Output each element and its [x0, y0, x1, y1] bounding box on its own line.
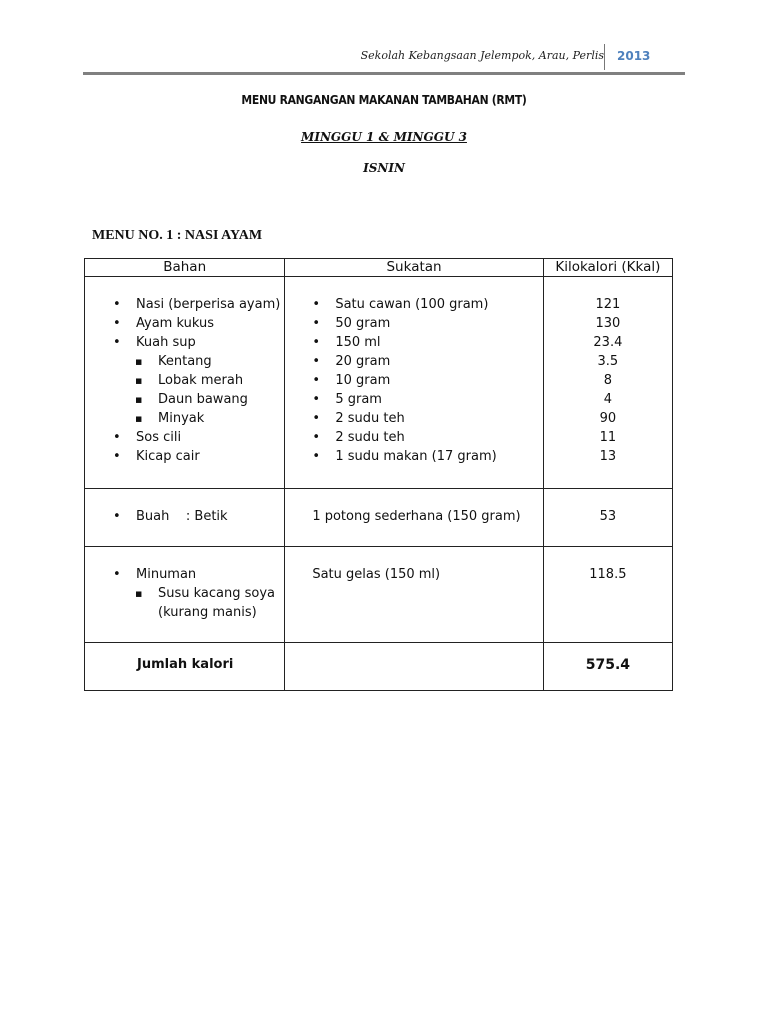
- buah-sukatan: 1 potong sederhana (150 gram): [312, 509, 521, 524]
- day-label: ISNIN: [363, 161, 405, 175]
- list-item: ▪ Minyak: [85, 409, 284, 428]
- minuman-sukatan-cell: [285, 547, 543, 643]
- list-item: • Sos cili: [85, 428, 284, 447]
- list-item: • 1 sudu makan (17 gram): [285, 447, 542, 466]
- list-item: • Kicap cair: [85, 447, 284, 466]
- table-row-buah: [85, 489, 673, 547]
- header-bahan: Bahan: [85, 259, 285, 277]
- list-item: • 5 gram: [285, 390, 542, 409]
- header-kkal: Kilokalori (Kkal): [543, 259, 672, 277]
- total-label: Jumlah kalori: [85, 643, 285, 691]
- buah-kkal-cell: [543, 489, 672, 547]
- kkal-value: 13: [599, 449, 617, 464]
- list-item: • 20 gram: [285, 352, 542, 371]
- list-item: • Satu cawan (100 gram): [285, 295, 542, 314]
- minuman-kkal-cell: [543, 547, 672, 643]
- list-item: • 2 sudu teh: [285, 428, 542, 447]
- main-sukatan-cell: [285, 277, 543, 489]
- list-item: • Minuman: [85, 565, 284, 584]
- list-item: ▪ Lobak merah: [85, 371, 284, 390]
- table-row-minuman: [85, 547, 673, 643]
- kkal-value: 130: [595, 316, 621, 331]
- list-item: ▪ Susu kacang soya: [85, 584, 284, 603]
- kkal-value: 121: [595, 297, 621, 312]
- header-rule: [83, 72, 685, 75]
- buah-bahan-cell: [85, 489, 285, 547]
- kkal-value: 11: [599, 430, 617, 445]
- list-item: • Buah : Betik: [85, 507, 284, 526]
- table-header-row: [85, 259, 673, 277]
- minuman-sukatan: Satu gelas (150 ml): [312, 567, 441, 582]
- list-item-continuation: (kurang manis): [158, 605, 257, 620]
- kkal-value: 3.5: [597, 354, 619, 369]
- kkal-value: 90: [599, 411, 617, 426]
- kkal-value: 8: [603, 373, 613, 388]
- buah-sukatan-cell: [285, 489, 543, 547]
- kkal-value: 118.5: [589, 567, 627, 582]
- main-kkal-cell: [543, 277, 672, 489]
- menu-label: MENU NO. 1 : NASI AYAM: [92, 228, 263, 243]
- table-row-total: [85, 643, 673, 691]
- main-bahan-cell: [85, 277, 285, 489]
- total-empty-cell: [285, 643, 543, 691]
- kkal-value: 23.4: [593, 335, 623, 350]
- table-row-main: [85, 277, 673, 489]
- kkal-value: 53: [599, 509, 617, 524]
- list-item: • Ayam kukus: [85, 314, 284, 333]
- header-year: 2013: [617, 49, 651, 63]
- list-item: • Nasi (berperisa ayam): [85, 295, 284, 314]
- menu-table: [84, 258, 673, 691]
- total-value: 575.4: [543, 643, 672, 691]
- header-sukatan: Sukatan: [285, 259, 543, 277]
- kkal-value: 4: [603, 392, 613, 407]
- page-title: MENU RANGANGAN MAKANAN TAMBAHAN (RMT): [241, 93, 527, 107]
- list-item: • 50 gram: [285, 314, 542, 333]
- list-item: • 150 ml: [285, 333, 542, 352]
- list-item: • 10 gram: [285, 371, 542, 390]
- list-item: ▪ Daun bawang: [85, 390, 284, 409]
- minuman-bahan-cell: [85, 547, 285, 643]
- header-separator: [604, 44, 605, 70]
- school-name: Sekolah Kebangsaan Jelempok, Arau, Perlis: [360, 49, 604, 62]
- list-item: ▪ Kentang: [85, 352, 284, 371]
- list-item: • 2 sudu teh: [285, 409, 542, 428]
- week-subtitle: MINGGU 1 & MINGGU 3: [301, 130, 467, 144]
- list-item: • Kuah sup: [85, 333, 284, 352]
